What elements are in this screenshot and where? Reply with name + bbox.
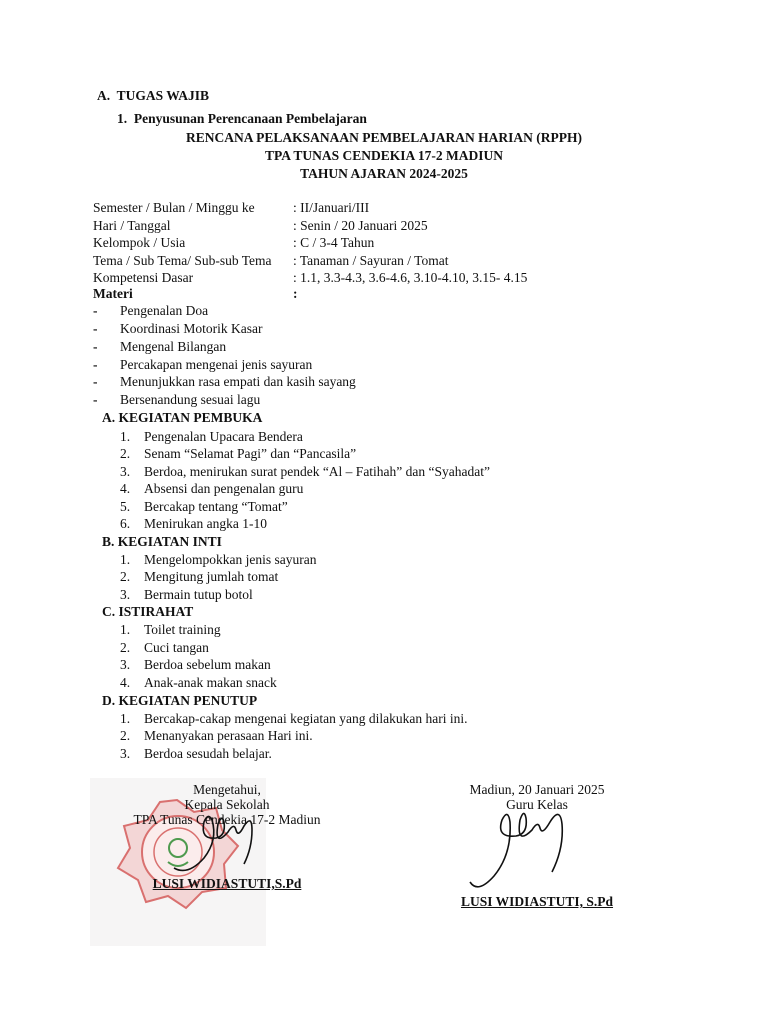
materi-item: Koordinasi Motorik Kasar bbox=[120, 321, 263, 336]
subsection-number: 1. bbox=[117, 111, 128, 126]
item-number: 3. bbox=[120, 746, 131, 761]
item-number: 4. bbox=[120, 481, 131, 496]
numbered-item bbox=[120, 640, 209, 656]
bullet-dash: - bbox=[93, 303, 98, 318]
item-text: Cuci tangan bbox=[144, 640, 209, 655]
info-value: : II/Januari/III bbox=[293, 200, 370, 215]
item-text: Berdoa sebelum makan bbox=[144, 657, 271, 672]
signature-icon bbox=[168, 808, 268, 878]
section-heading bbox=[97, 88, 209, 104]
bullet-dash: - bbox=[93, 357, 98, 372]
info-value: : Senin / 20 Januari 2025 bbox=[293, 218, 428, 233]
numbered-item bbox=[120, 552, 316, 568]
section-title: TUGAS WAJIB bbox=[116, 88, 210, 103]
info-label: Semester / Bulan / Minggu ke bbox=[93, 200, 255, 215]
item-text: Anak-anak makan snack bbox=[144, 675, 277, 690]
sig-right-line2: Guru Kelas bbox=[506, 797, 568, 812]
numbered-item bbox=[120, 657, 271, 673]
item-number: 3. bbox=[120, 587, 131, 602]
item-text: Absensi dan pengenalan guru bbox=[144, 481, 304, 496]
item-number: 3. bbox=[120, 657, 131, 672]
item-number: 5. bbox=[120, 499, 131, 514]
info-value: : C / 3-4 Tahun bbox=[293, 235, 375, 250]
sig-right-name: LUSI WIDIASTUTI, S.Pd bbox=[460, 894, 614, 909]
item-text: Berdoa sesudah belajar. bbox=[144, 746, 272, 761]
section-letter: A. bbox=[97, 88, 111, 103]
kegiatan-letter: C. bbox=[102, 604, 116, 619]
numbered-item bbox=[120, 464, 490, 480]
numbered-item bbox=[120, 516, 267, 532]
sig-left-name: LUSI WIDIASTUTI,S.Pd bbox=[152, 876, 302, 891]
doc-title-line3: TAHUN AJARAN 2024-2025 bbox=[300, 166, 468, 181]
numbered-item bbox=[120, 446, 356, 462]
info-label: Kelompok / Usia bbox=[93, 235, 186, 250]
item-text: Pengenalan Upacara Bendera bbox=[144, 429, 303, 444]
item-number: 1. bbox=[120, 552, 131, 567]
item-text: Berdoa, menirukan surat pendek “Al – Fatihah” dan “Syahadat” bbox=[144, 464, 491, 479]
kegiatan-heading bbox=[102, 604, 193, 620]
materi-item: Menunjukkan rasa empati dan kasih sayang bbox=[120, 374, 356, 389]
item-text: Bercakap tentang “Tomat” bbox=[144, 499, 288, 514]
numbered-item bbox=[120, 728, 313, 744]
signature-icon bbox=[466, 802, 576, 894]
materi-item: Percakapan mengenai jenis sayuran bbox=[120, 357, 313, 372]
kegiatan-title: ISTIRAHAT bbox=[118, 604, 194, 619]
info-label: Kompetensi Dasar bbox=[93, 270, 194, 285]
subsection-title: Penyusunan Perencanaan Pembelajaran bbox=[133, 111, 367, 126]
materi-item: Mengenal Bilangan bbox=[120, 339, 227, 354]
materi-label: Materi bbox=[93, 286, 133, 301]
numbered-item bbox=[120, 746, 272, 762]
numbered-item bbox=[120, 499, 288, 515]
item-number: 1. bbox=[120, 429, 131, 444]
materi-colon: : bbox=[293, 286, 298, 301]
bullet-dash: - bbox=[93, 392, 98, 407]
bullet-dash: - bbox=[93, 374, 98, 389]
numbered-item bbox=[120, 569, 278, 585]
doc-title-line2: TPA TUNAS CENDEKIA 17-2 MADIUN bbox=[264, 148, 504, 163]
item-text: Senam “Selamat Pagi” dan “Pancasila” bbox=[144, 446, 357, 461]
item-number: 3. bbox=[120, 464, 131, 479]
materi-item: Bersenandung sesuai lagu bbox=[120, 392, 261, 407]
item-number: 1. bbox=[120, 622, 131, 637]
item-text: Bermain tutup botol bbox=[144, 587, 253, 602]
item-text: Menanyakan perasaan Hari ini. bbox=[144, 728, 313, 743]
numbered-item bbox=[120, 587, 253, 603]
sig-left-line2: Kepala Sekolah bbox=[184, 797, 270, 812]
info-label: Tema / Sub Tema/ Sub-sub Tema bbox=[93, 253, 272, 268]
numbered-item bbox=[120, 622, 221, 638]
item-number: 2. bbox=[120, 569, 131, 584]
item-text: Mengitung jumlah tomat bbox=[144, 569, 279, 584]
info-label: Hari / Tanggal bbox=[93, 218, 171, 233]
bullet-dash: - bbox=[93, 339, 98, 354]
kegiatan-title: KEGIATAN PENUTUP bbox=[118, 693, 258, 708]
item-number: 2. bbox=[120, 728, 131, 743]
item-text: Menirukan angka 1-10 bbox=[144, 516, 267, 531]
info-value: : 1.1, 3.3-4.3, 3.6-4.6, 3.10-4.10, 3.15- 4.15 bbox=[293, 270, 528, 285]
item-number: 6. bbox=[120, 516, 131, 531]
sig-left-line1: Mengetahui, bbox=[193, 782, 261, 797]
item-text: Bercakap-cakap mengenai kegiatan yang dilakukan hari ini. bbox=[144, 711, 468, 726]
numbered-item bbox=[120, 481, 303, 497]
item-text: Toilet training bbox=[144, 622, 221, 637]
numbered-item bbox=[120, 429, 303, 445]
sig-right-line1: Madiun, 20 Januari 2025 bbox=[469, 782, 605, 797]
kegiatan-heading bbox=[102, 693, 257, 709]
kegiatan-letter: A. bbox=[102, 410, 116, 425]
subsection-heading bbox=[117, 111, 367, 127]
kegiatan-heading bbox=[102, 410, 262, 426]
kegiatan-title: KEGIATAN INTI bbox=[117, 534, 222, 549]
kegiatan-letter: D. bbox=[102, 693, 116, 708]
info-value: : Tanaman / Sayuran / Tomat bbox=[293, 253, 449, 268]
kegiatan-heading bbox=[102, 534, 222, 550]
item-number: 4. bbox=[120, 675, 131, 690]
doc-title-line1: RENCANA PELAKSANAAN PEMBELAJARAN HARIAN (RPPH) bbox=[185, 130, 582, 145]
sig-left-line3: TPA Tunas Cendekia 17-2 Madiun bbox=[133, 812, 321, 827]
kegiatan-title: KEGIATAN PEMBUKA bbox=[118, 410, 263, 425]
item-number: 2. bbox=[120, 640, 131, 655]
item-text: Mengelompokkan jenis sayuran bbox=[144, 552, 317, 567]
materi-item: Pengenalan Doa bbox=[120, 303, 209, 318]
kegiatan-letter: B. bbox=[102, 534, 115, 549]
item-number: 1. bbox=[120, 711, 131, 726]
bullet-dash: - bbox=[93, 321, 98, 336]
numbered-item bbox=[120, 675, 277, 691]
numbered-item bbox=[120, 711, 468, 727]
item-number: 2. bbox=[120, 446, 131, 461]
